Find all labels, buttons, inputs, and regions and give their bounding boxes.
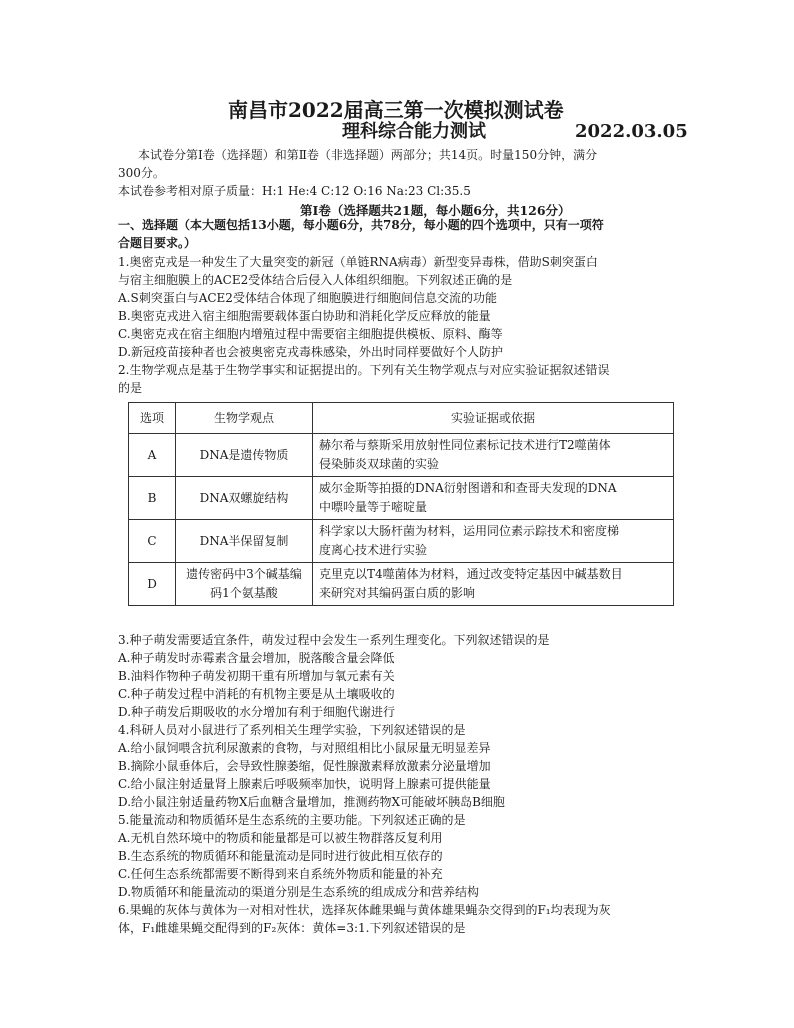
table-cell-view: DNA双螺旋结构: [176, 477, 313, 520]
table-cell-option: D: [129, 563, 176, 606]
table-header-cell: 实验证据或依据: [313, 403, 674, 434]
exam-title: 南昌市2022届高三第一次模拟测试卷: [228, 98, 564, 122]
question-5-stem: 5.能量流动和物质循环是生态系统的主要功能。下列叙述正确的是: [118, 813, 466, 827]
table-cell-evidence: [313, 434, 674, 477]
question-3-option: B.油料作物种子萌发初期干重有所增加与氧元素有关: [118, 669, 395, 683]
evidence-line: 度离心技术进行实验: [319, 543, 428, 557]
table-cell-view: DNA半保留复制: [176, 520, 313, 563]
question-5-option: C.任何生态系统都需要不断得到来自系统外物质和能量的补充: [118, 867, 443, 881]
question-3-option: A.种子萌发时赤霉素含量会增加，脱落酸含量会降低: [118, 651, 395, 665]
question-4-stem: 4.科研人员对小鼠进行了系列相关生理学实验，下列叙述错误的是: [118, 723, 466, 737]
question-2-stem: 的是: [118, 381, 143, 395]
question-5-option: B.生态系统的物质循环和能量流动是同时进行彼此相互依存的: [118, 849, 443, 863]
question-2-table: [128, 402, 674, 606]
intro-line: 本试卷分第Ⅰ卷（选择题）和第Ⅱ卷（非选择题）两部分；共14页。时量150分钟，满分: [138, 148, 598, 162]
evidence-line: 中嘌呤量等于嘧啶量: [319, 500, 428, 514]
question-3-option: C.种子萌发过程中消耗的有机物主要是从土壤吸收的: [118, 687, 395, 701]
evidence-line: 来研究对其编码蛋白质的影响: [319, 586, 476, 600]
question-1-stem: 与宿主细胞膜上的ACE2受体结合后侵入人体组织细胞。下列叙述正确的是: [118, 273, 513, 287]
question-1-option: C.奥密克戎在宿主细胞内增殖过程中需要宿主细胞提供模板、原料、酶等: [118, 327, 503, 341]
evidence-line: 威尔金斯等拍摄的DNA衍射图谱和和查哥夫发现的DNA: [319, 481, 617, 495]
table-header-row: [129, 403, 674, 434]
evidence-line: 克里克以T4噬菌体为材料，通过改变特定基因中碱基数目: [319, 567, 623, 581]
question-3-stem: 3.种子萌发需要适宜条件，萌发过程中会发生一系列生理变化。下列叙述错误的是: [118, 633, 550, 647]
table-header-cell: 选项: [129, 403, 176, 434]
table-cell-view: 遗传密码中3个碱基编码1个氨基酸: [176, 563, 313, 606]
question-3-option: D.种子萌发后期吸收的水分增加有利于细胞代谢进行: [118, 705, 396, 719]
exam-date: 2022.03.05: [575, 121, 688, 142]
evidence-line: 侵染肺炎双球菌的实验: [319, 457, 440, 471]
question-4-option: C.给小鼠注射适量肾上腺素后呼吸频率加快，说明肾上腺素可提供能量: [118, 777, 491, 791]
table-row: [129, 477, 674, 520]
table-cell-view: DNA是遗传物质: [176, 434, 313, 477]
atomic-mass-line: 本试卷参考相对原子质量：H:1 He:4 C:12 O:16 Na:23 Cl:35.5: [118, 184, 471, 198]
table-cell-evidence: [313, 477, 674, 520]
question-4-option: A.给小鼠饲喂含抗利尿激素的食物，与对照组相比小鼠尿量无明显差异: [118, 741, 491, 755]
part-heading: 一、选择题（本大题包括13小题，每小题6分，共78分，每小题的四个选项中，只有一项符: [118, 218, 604, 232]
question-1-option: A.S刺突蛋白与ACE2受体结合体现了细胞膜进行细胞间信息交流的功能: [118, 291, 497, 305]
question-5-option: A.无机自然环境中的物质和能量都是可以被生物群落反复利用: [118, 831, 443, 845]
table-row: [129, 563, 674, 606]
section-title: 第Ⅰ卷（选择题共21题，每小题6分，共126分）: [300, 203, 571, 218]
intro-line: 300分。: [118, 166, 165, 180]
table-row: [129, 520, 674, 563]
part-heading: 合题目要求。）: [118, 236, 197, 250]
question-6-stem: 体，F₁雌雄果蝇交配得到的F₂灰体：黄体=3:1.下列叙述错误的是: [118, 921, 466, 935]
question-2-stem: 2.生物学观点是基于生物学事实和证据提出的。下列有关生物学观点与对应实验证据叙述错误: [118, 363, 610, 377]
question-1-option: D.新冠疫苗接种者也会被奥密克戎毒株感染，外出时同样要做好个人防护: [118, 345, 504, 359]
evidence-line: 科学家以大肠杆菌为材料，运用同位素示踪技术和密度梯: [319, 524, 620, 538]
question-6-stem: 6.果蝇的灰体与黄体为一对相对性状，选择灰体雌果蝇与黄体雄果蝇杂交得到的F₁均表现为灰: [118, 903, 611, 917]
table-cell-option: C: [129, 520, 176, 563]
evidence-line: 赫尔希与蔡斯采用放射性同位素标记技术进行T2噬菌体: [319, 438, 611, 452]
table-header-cell: 生物学观点: [176, 403, 313, 434]
table-row: [129, 434, 674, 477]
question-4-option: D.给小鼠注射适量药物X后血糖含量增加，推测药物X可能破坏胰岛B细胞: [118, 795, 505, 809]
question-1-stem: 1.奥密克戎是一种发生了大量突变的新冠（单链RNA病毒）新型变异毒株，借助S刺突蛋白: [118, 255, 598, 269]
exam-subtitle: 理科综合能力测试: [342, 121, 486, 142]
question-4-option: B.摘除小鼠垂体后，会导致性腺萎缩，促性腺激素释放激素分泌量增加: [118, 759, 491, 773]
question-5-option: D.物质循环和能量流动的渠道分别是生态系统的组成成分和营养结构: [118, 885, 480, 899]
table-cell-option: A: [129, 434, 176, 477]
question-1-option: B.奥密克戎进入宿主细胞需要载体蛋白协助和消耗化学反应释放的能量: [118, 309, 491, 323]
table-cell-evidence: [313, 520, 674, 563]
table-cell-evidence: [313, 563, 674, 606]
table-cell-option: B: [129, 477, 176, 520]
